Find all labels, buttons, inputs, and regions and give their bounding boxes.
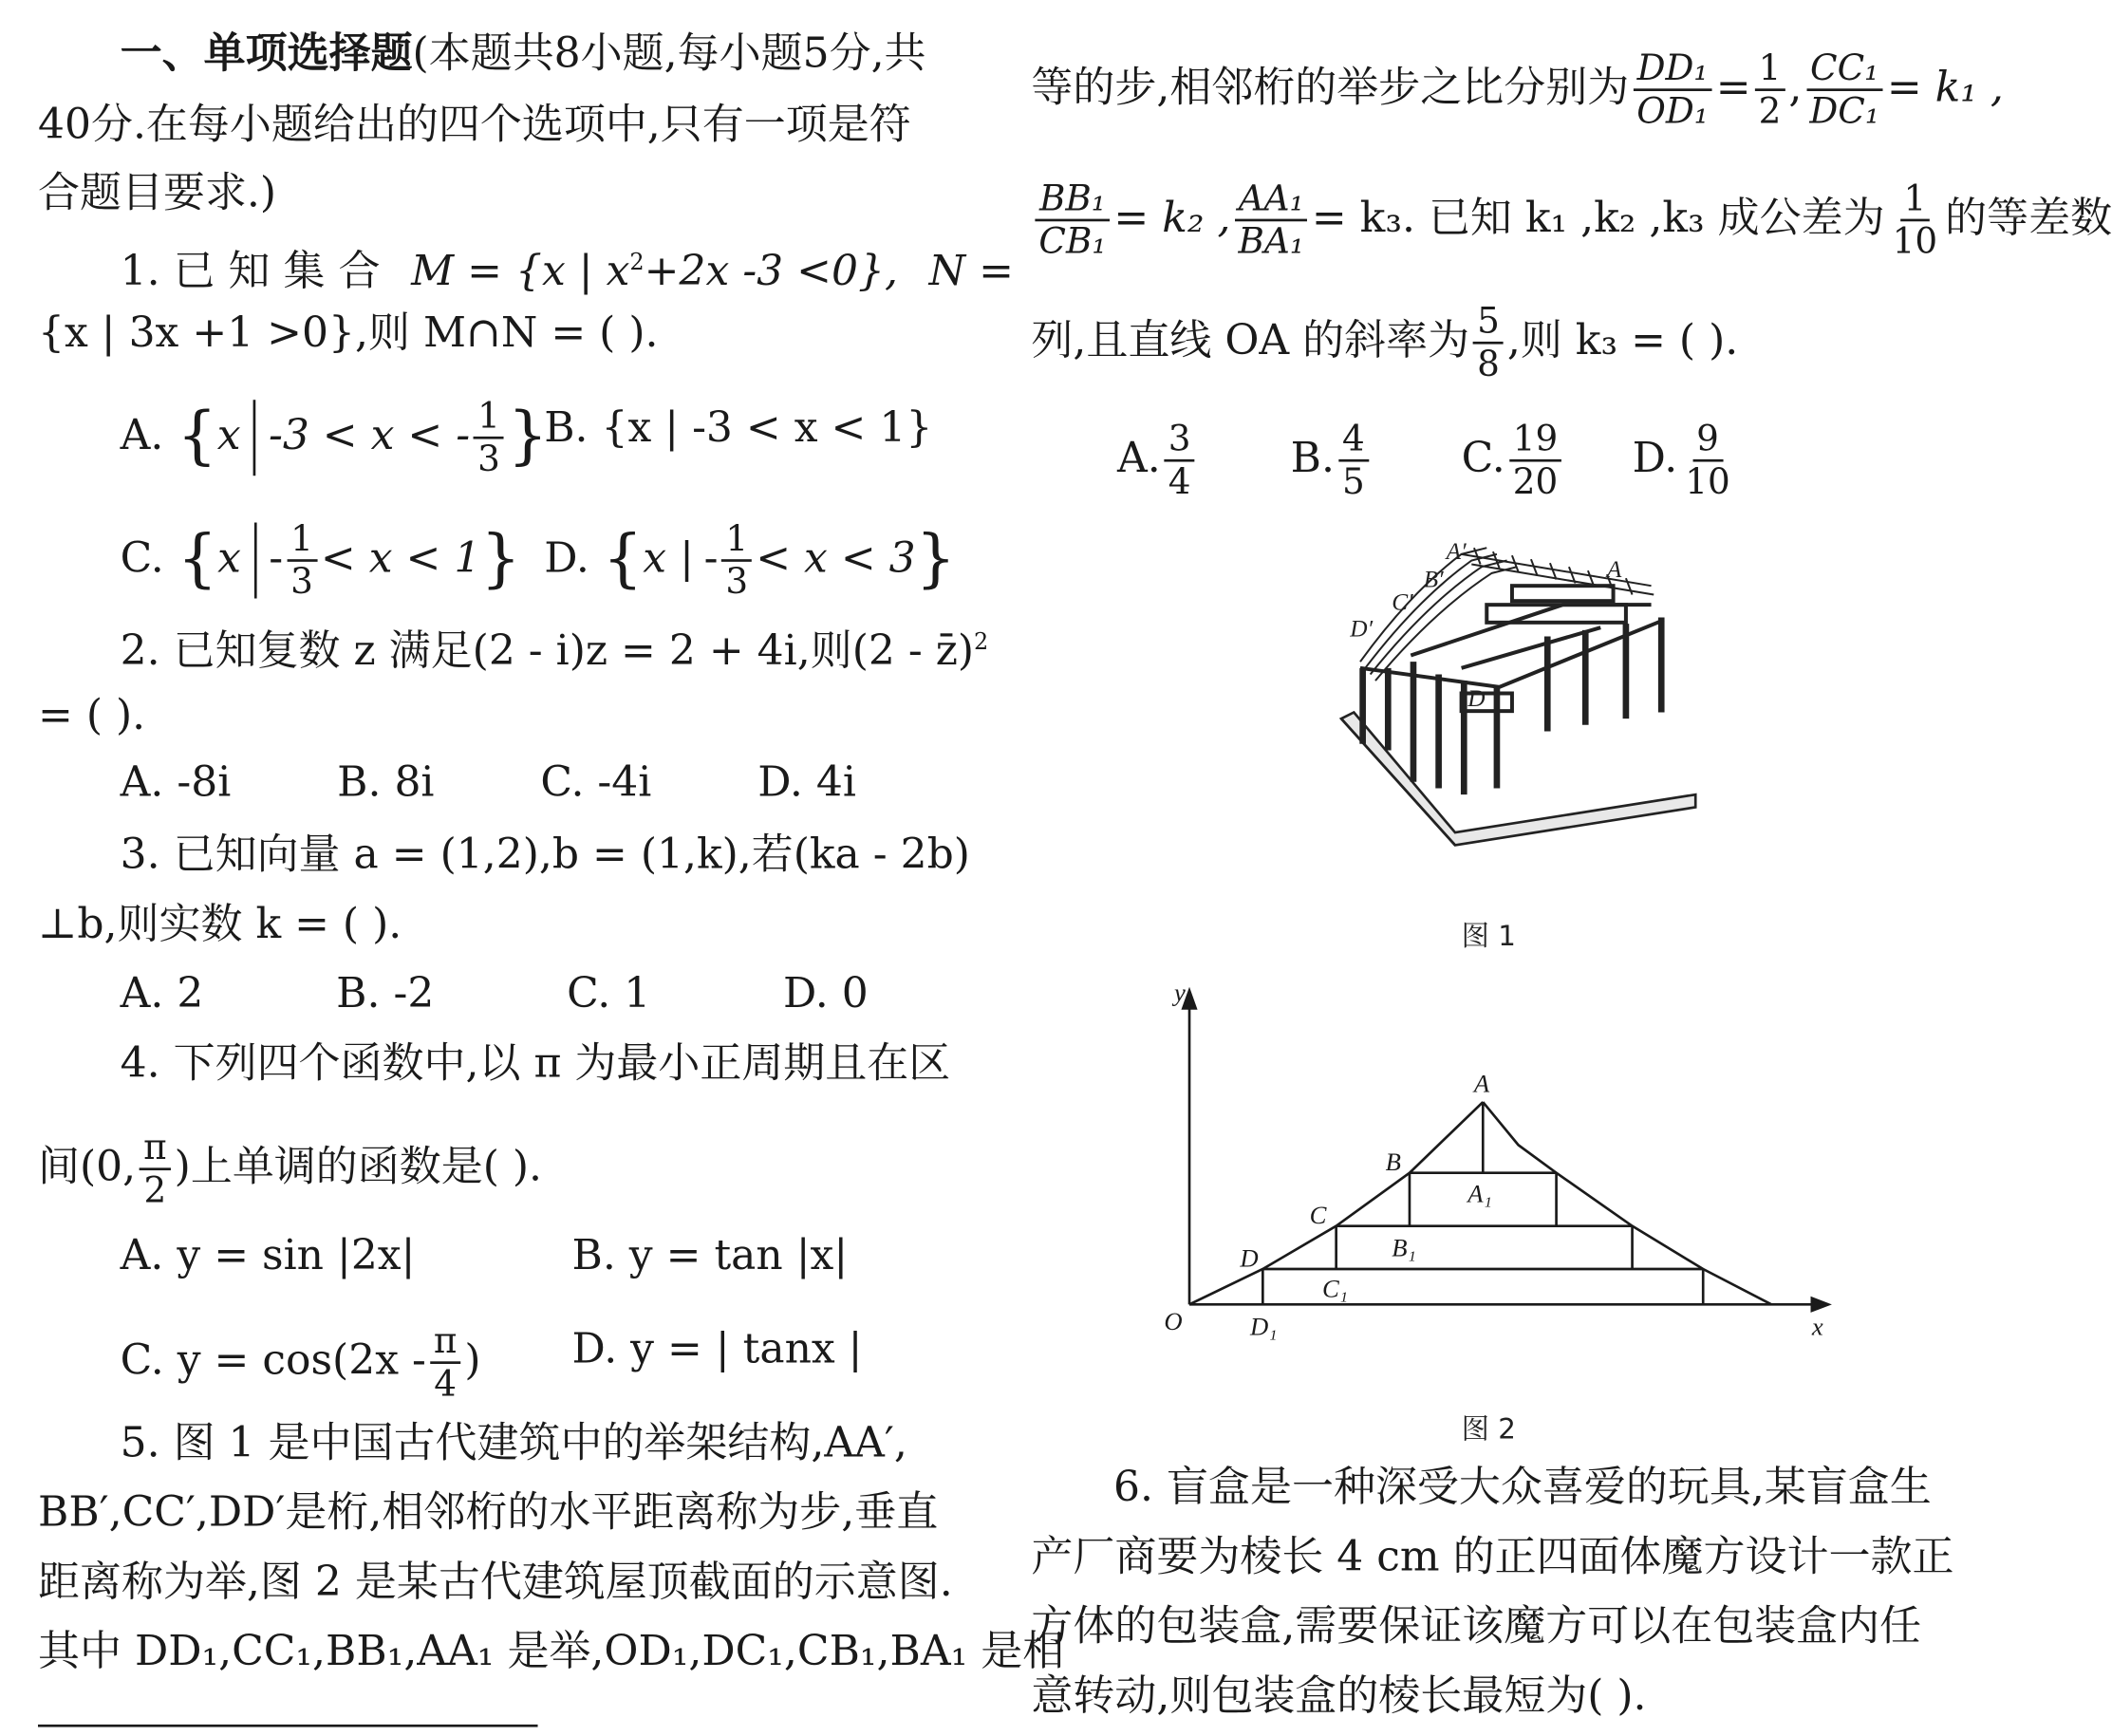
q4-option-b: B. y = tan |x| bbox=[571, 1229, 849, 1279]
question-2-stem-line-1: 2. 已知复数 z 满足(2 - i)z = 2 + 4i,则(2 - z̄)$^2$ bbox=[120, 625, 989, 675]
section-intro-line-1 bbox=[121, 28, 926, 78]
q5-ratio-bb1 bbox=[1035, 177, 1110, 262]
q4-option-c-close: ) bbox=[464, 1335, 481, 1385]
q4-interval-fraction bbox=[140, 1126, 171, 1211]
q1-option-c-range: < x < 1 bbox=[320, 532, 481, 583]
q5-ratio-cc1-den: DC₁ bbox=[1809, 89, 1879, 132]
q5-slope-text: 列,且直线 OA 的斜率为 bbox=[1031, 314, 1470, 364]
q1-option-d-num: 1 bbox=[721, 521, 752, 562]
brace-left-glyph: { bbox=[602, 521, 644, 595]
q1-option-b: B. {x | -3 < x < 1} bbox=[544, 401, 933, 452]
q1-text-a: 1. 已 知 集 合 bbox=[120, 245, 381, 295]
q4-option-d: D. y = | tanx | bbox=[571, 1323, 863, 1373]
question-6-stem-line-4: 意转动,则包装盒的棱长最短为( ). bbox=[1031, 1670, 1647, 1720]
q5-ratio-aa1 bbox=[1234, 177, 1307, 262]
question-4-stem-line-2 bbox=[37, 1126, 543, 1211]
q5-ratio-half-den: 2 bbox=[1758, 89, 1782, 132]
q5-option-c-den: 20 bbox=[1512, 460, 1559, 503]
point-label: C₁ bbox=[1321, 1274, 1349, 1303]
q1-option-c bbox=[120, 517, 521, 603]
q1-option-d-minus: - bbox=[703, 532, 719, 583]
q5-k2: = k₂ , bbox=[1113, 192, 1231, 242]
q4-option-c bbox=[120, 1319, 481, 1405]
q5-option-d bbox=[1632, 417, 1738, 503]
figure-2-roof-section-diagram bbox=[1151, 980, 1841, 1360]
q5-ratio-cc1-num: CC₁ bbox=[1806, 50, 1882, 91]
q5-ratio-dd1 bbox=[1633, 47, 1711, 132]
question-1-stem-line-2: {x | 3x +1 >0},则 M∩N = ( ). bbox=[37, 307, 659, 357]
q4-interval-den: 2 bbox=[143, 1168, 167, 1211]
q1-option-c-den: 3 bbox=[290, 560, 313, 603]
question-3-stem-line-1: 3. 已知向量 a = (1,2),b = (1,k),若(ka - 2b) bbox=[120, 829, 970, 879]
q5-ratio-bb1-num: BB₁ bbox=[1036, 181, 1110, 222]
q4-option-c-text: C. y = cos(2x - bbox=[120, 1335, 426, 1385]
q5-common-difference-den: 10 bbox=[1892, 219, 1938, 262]
q5-option-d-num: 9 bbox=[1692, 421, 1723, 462]
q5-seq-text: 的等差数 bbox=[1945, 192, 2112, 242]
brace-left-glyph: { bbox=[177, 398, 217, 473]
q4-interval-num: π bbox=[140, 1129, 171, 1170]
q5-option-a bbox=[1117, 417, 1199, 503]
question-5-ratio-line-3 bbox=[1031, 299, 1739, 385]
q1-text-b: M = {x | x bbox=[411, 245, 630, 295]
q1-option-a-den: 3 bbox=[477, 438, 500, 480]
q1-option-a-num: 1 bbox=[474, 399, 504, 439]
q5-option-a-num: 3 bbox=[1165, 421, 1195, 462]
y-axis-label: y bbox=[1174, 978, 1186, 1007]
figure-1-label: C′ bbox=[1392, 588, 1413, 616]
q5-option-a-den: 4 bbox=[1168, 460, 1191, 503]
question-3-stem-line-2: ⊥b,则实数 k = ( ). bbox=[37, 898, 402, 948]
q5-k3-text: = k₃. 已知 k₁ ,k₂ ,k₃ 成公差为 bbox=[1311, 192, 1885, 242]
question-5-stem-line-4: 其中 DD₁,CC₁,BB₁,AA₁ 是举,OD₁,DC₁,CB₁,BA₁ 是相 bbox=[37, 1625, 1065, 1675]
q5-option-a-label: A. bbox=[1117, 432, 1161, 482]
q4-interval-end: )上单调的函数是( ). bbox=[174, 1141, 543, 1191]
q5-option-c bbox=[1461, 417, 1566, 503]
q5-slope-den: 8 bbox=[1477, 343, 1500, 385]
q5-equals: = bbox=[1715, 62, 1751, 112]
brace-right-glyph: } bbox=[480, 521, 521, 595]
q1-option-a-fraction bbox=[474, 394, 504, 480]
q5-option-d-label: D. bbox=[1632, 432, 1678, 482]
q1-option-a-var: x bbox=[216, 409, 241, 459]
q4-option-c-den: 4 bbox=[434, 1362, 458, 1405]
q5-ratio-bb1-den: CB₁ bbox=[1038, 219, 1107, 262]
point-label: A bbox=[1473, 1069, 1490, 1098]
question-1-stem-line-1: 1. 已 知 集 合 M = {x | $x^2+2x$ -3 <0}, N = bbox=[120, 245, 1014, 295]
roof-right-slope bbox=[1483, 1102, 1771, 1304]
q1-option-d-den: 3 bbox=[725, 560, 749, 603]
q5-ratio-dd1-den: OD₁ bbox=[1636, 89, 1709, 132]
point-label: C bbox=[1309, 1201, 1327, 1230]
question-5-stem-line-3: 距离称为举,图 2 是某古代建筑屋顶截面的示意图. bbox=[37, 1556, 953, 1606]
q1-option-a-label: A. bbox=[120, 409, 164, 459]
q5-common-difference-num: 1 bbox=[1899, 181, 1930, 222]
footnote-rule bbox=[38, 1725, 538, 1727]
figure-1-label: D′ bbox=[1350, 615, 1374, 643]
figure-1-roof-frame-illustration bbox=[1335, 529, 1702, 858]
q2-options: A. -8i B. 8i C. -4i D. 4i bbox=[120, 756, 856, 807]
q4-interval-start: 间(0, bbox=[37, 1141, 137, 1191]
q1-text-d: N = bbox=[928, 245, 1014, 295]
figure-1-label: D bbox=[1467, 684, 1486, 712]
q1-option-c-label: C. bbox=[120, 532, 164, 583]
question-6-stem-line-1: 6. 盲盒是一种深受大众喜爱的玩具,某盲盒生 bbox=[1113, 1461, 1932, 1511]
q5-ratio-aa1-num: AA₁ bbox=[1235, 181, 1308, 222]
q5-slope-fraction bbox=[1473, 299, 1504, 385]
q4-option-a: A. y = sin |2x| bbox=[120, 1229, 416, 1279]
q4-option-c-fraction bbox=[430, 1319, 461, 1405]
q1-option-d-var: x | bbox=[643, 532, 694, 583]
q5-option-b-label: B. bbox=[1290, 432, 1335, 482]
q3-options: A. 2 B. -2 C. 1 D. 0 bbox=[120, 967, 869, 1017]
q1-option-d-label: D. bbox=[544, 532, 589, 583]
question-5-stem-line-2: BB′,CC′,DD′是桁,相邻桁的水平距离称为步,垂直 bbox=[37, 1486, 939, 1537]
q4-option-c-num: π bbox=[430, 1323, 461, 1364]
q1-option-a-range: -3 < x < - bbox=[268, 409, 471, 459]
question-5-ratio-line-2 bbox=[1031, 177, 2112, 262]
figure-1-label: A′ bbox=[1446, 538, 1467, 566]
q1-text-c: +2x -3 <0}, bbox=[644, 245, 898, 295]
question-5-ratio-line-1 bbox=[1031, 47, 2004, 132]
q5-ratio-text: 等的步,相邻桁的举步之比分别为 bbox=[1031, 62, 1630, 112]
set-bar bbox=[253, 400, 256, 476]
q5-slope-num: 5 bbox=[1473, 304, 1504, 345]
q5-ratio-aa1-den: BA₁ bbox=[1238, 219, 1304, 262]
figure-1-label: B′ bbox=[1423, 566, 1444, 593]
section-heading: 一、单项选择题 bbox=[120, 28, 413, 78]
q5-option-d-fraction bbox=[1681, 417, 1734, 503]
brace-right-glyph: } bbox=[915, 521, 957, 595]
section-intro-line-3: 合题目要求.) bbox=[37, 166, 277, 216]
q1-option-d-range: < x < 3 bbox=[756, 532, 916, 583]
q5-option-c-fraction bbox=[1509, 417, 1562, 503]
q1-option-c-var: x bbox=[217, 532, 241, 583]
question-5-stem-line-1: 5. 图 1 是中国古代建筑中的举架结构,AA′, bbox=[120, 1416, 907, 1466]
q5-option-c-label: C. bbox=[1461, 432, 1505, 482]
q5-k1: = k₁ , bbox=[1886, 62, 2004, 112]
brace-left-glyph: { bbox=[177, 521, 218, 595]
q5-option-c-num: 19 bbox=[1509, 421, 1562, 462]
q5-ratio-half-num: 1 bbox=[1755, 50, 1785, 91]
x-axis-label: x bbox=[1811, 1312, 1823, 1341]
q5-option-a-fraction bbox=[1165, 417, 1195, 503]
point-label: D bbox=[1240, 1243, 1259, 1273]
figure-1-caption: 图 1 bbox=[1461, 921, 1516, 953]
brace-right-glyph: } bbox=[507, 398, 549, 473]
set-bar bbox=[253, 523, 256, 599]
q1-option-c-fraction bbox=[287, 517, 317, 603]
question-6-stem-line-2: 产厂商要为棱长 4 cm 的正四面体魔方设计一款正 bbox=[1031, 1530, 1954, 1580]
q1-option-a bbox=[120, 394, 549, 480]
q5-ratio-half bbox=[1755, 47, 1785, 132]
q5-ratio-dd1-num: DD₁ bbox=[1634, 50, 1712, 91]
section-intro-text-1: (本题共8小题,每小题5分,共 bbox=[412, 28, 926, 78]
point-label: A₁ bbox=[1467, 1179, 1492, 1208]
figure-2-caption: 图 2 bbox=[1461, 1414, 1516, 1447]
q1-option-d-fraction bbox=[721, 517, 752, 603]
q5-common-difference bbox=[1889, 177, 1942, 262]
q1-option-d bbox=[544, 517, 957, 603]
q1-option-c-minus: - bbox=[269, 532, 284, 583]
q5-option-d-den: 10 bbox=[1685, 460, 1730, 503]
figure-1-label: A bbox=[1606, 555, 1622, 583]
q1-option-c-num: 1 bbox=[287, 521, 317, 562]
point-label: B₁ bbox=[1392, 1233, 1416, 1262]
point-label: D₁ bbox=[1250, 1312, 1278, 1341]
q5-ratio-cc1 bbox=[1805, 47, 1882, 132]
section-intro-line-2: 40分.在每小题给出的四个选项中,只有一项是符 bbox=[37, 98, 911, 148]
q5-comma: , bbox=[1788, 62, 1803, 112]
question-2-stem-line-2: = ( ). bbox=[37, 689, 146, 739]
q5-option-b-num: 4 bbox=[1338, 421, 1369, 462]
x-axis-arrow-icon bbox=[1812, 1298, 1828, 1311]
q5-option-b bbox=[1290, 417, 1373, 503]
point-label: B bbox=[1385, 1148, 1401, 1177]
origin-label: O bbox=[1164, 1306, 1183, 1335]
question-6-stem-line-3: 方体的包装盒,需要保证该魔方可以在包装盒内任 bbox=[1031, 1600, 1922, 1651]
q5-option-b-fraction bbox=[1338, 417, 1369, 503]
q5-option-b-den: 5 bbox=[1341, 460, 1365, 503]
question-4-stem-line-1: 4. 下列四个函数中,以 π 为最小正周期且在区 bbox=[120, 1037, 951, 1088]
q5-question-end: ,则 k₃ = ( ). bbox=[1506, 314, 1739, 364]
q2-text: 2. 已知复数 z 满足(2 - i)z = 2 + 4i,则(2 - z̄) bbox=[120, 625, 975, 675]
